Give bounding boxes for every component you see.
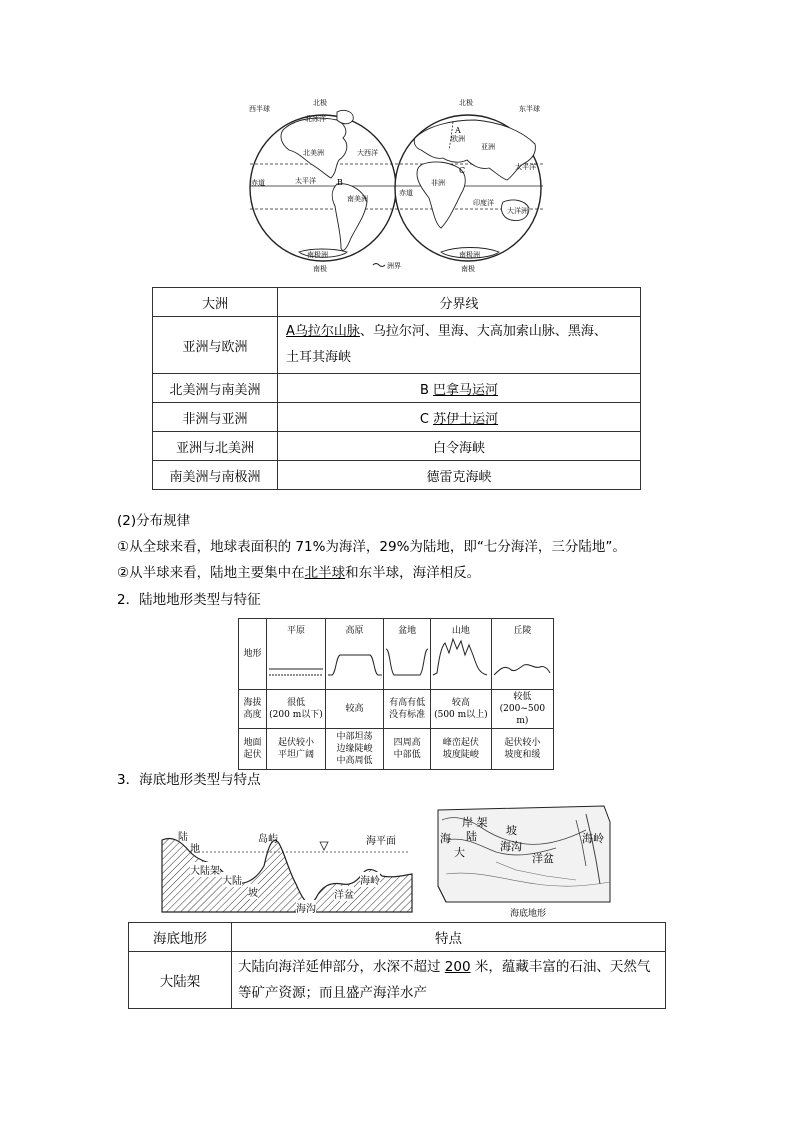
landform-name: 山地 xyxy=(451,626,470,636)
plateau-profile xyxy=(326,619,384,687)
boundary-line: 白令海峡 xyxy=(278,432,641,461)
landform-name: 丘陵 xyxy=(513,626,532,636)
relief-cell xyxy=(491,729,553,770)
altitude-cell xyxy=(325,690,383,729)
row-label-shape: 地形 xyxy=(239,619,267,690)
hemispheres-drawing xyxy=(245,98,550,276)
distribution-text: 和东半球，海洋相反。 xyxy=(345,565,481,581)
map-label-pacific-e: 太平洋 xyxy=(515,163,536,171)
altitude-line: 没有标准 xyxy=(389,710,426,720)
map-label-equator-w: 赤道 xyxy=(251,179,265,187)
relief-line: 平坦广阔 xyxy=(277,750,314,760)
boundary-line xyxy=(278,317,641,374)
altitude-cell xyxy=(431,690,492,729)
heading-landforms: 2．陆地地形类型与特征 xyxy=(117,592,261,608)
table-row xyxy=(129,952,666,1009)
continent-pair: 亚洲与北美洲 xyxy=(153,432,278,461)
altitude-line: 很低 xyxy=(286,698,305,708)
block-sea-label: 海 xyxy=(440,832,451,845)
row-label-altitude xyxy=(239,690,267,729)
seafloor-trench: 海沟 xyxy=(296,900,316,915)
block-caption: 海底地形 xyxy=(510,909,547,919)
relief-cell xyxy=(325,729,383,770)
altitude-line: (200~500 m) xyxy=(499,704,546,726)
altitude-line: (200 m以下) xyxy=(269,710,323,720)
relief-line: 起伏较小 xyxy=(277,738,314,748)
altitude-line: 较高 xyxy=(451,698,470,708)
distribution-underlined: 北半球 xyxy=(304,565,346,581)
relief-line: 峰峦起伏 xyxy=(442,738,479,748)
table-header-row xyxy=(129,923,666,952)
basin-profile xyxy=(384,619,430,687)
relief-line: 中高周低 xyxy=(336,756,373,766)
landform-cell-plain xyxy=(267,619,326,690)
block-basin-label: 洋盆 xyxy=(532,852,554,865)
block-big-label: 大 xyxy=(454,846,465,859)
map-label-south-america: 南美洲 xyxy=(347,195,368,203)
desc-text: 米，蕴藏丰富的石油、天然气 xyxy=(470,959,651,975)
map-label-antarctica-e: 南极洲 xyxy=(459,251,480,259)
distribution-line-2 xyxy=(117,561,480,581)
label-line: 海拔 xyxy=(243,698,262,708)
seafloor-basin: 洋盆 xyxy=(334,886,354,901)
map-label-asia: 亚洲 xyxy=(481,143,495,151)
map-label-north-america: 北美洲 xyxy=(303,149,324,157)
hill-profile xyxy=(492,619,552,687)
seafloor-desc xyxy=(232,952,666,1009)
row-label-relief xyxy=(239,729,267,770)
block-land-label: 陆 xyxy=(466,830,477,843)
block-ridge-label: 海岭 xyxy=(582,832,604,845)
boundary-line: 德雷克海峡 xyxy=(278,461,641,490)
seafloor-land2: 地 xyxy=(190,844,200,855)
block-shelf-label: 岸 架 xyxy=(462,816,488,829)
relief-line: 边缘陡峻 xyxy=(336,744,373,754)
block-trench-label: 海沟 xyxy=(500,840,522,853)
desc-text: 大陆向海洋延伸部分，水深不超过 xyxy=(238,959,445,975)
seafloor-ridge: 海岭 xyxy=(360,872,380,887)
boundary-underlined: A乌拉尔山脉 xyxy=(286,324,360,339)
seafloor-sea-level: 海平面 xyxy=(366,836,396,847)
altitude-cell xyxy=(267,690,326,729)
continent-pair: 非洲与亚洲 xyxy=(153,403,278,432)
plain-profile xyxy=(267,619,325,687)
seafloor-profile-figure xyxy=(160,826,420,914)
boundary-underlined: 巴拿马运河 xyxy=(433,382,499,398)
table-header-cell: 海底地形 xyxy=(129,923,232,952)
continent-pair: 南美洲与南极洲 xyxy=(153,461,278,490)
boundary-text: 、乌拉尔河、里海、大高加索山脉、黑海、 xyxy=(359,324,607,339)
map-label-africa: 非洲 xyxy=(431,179,445,187)
relief-line: 坡度和缓 xyxy=(504,750,541,760)
seafloor-land: 陆 xyxy=(178,832,188,843)
landform-name: 盆地 xyxy=(398,626,417,636)
block-slope-label: 坡 xyxy=(506,824,517,837)
table-row xyxy=(153,461,641,490)
seafloor-slope2: 坡 xyxy=(248,884,258,899)
relief-line: 中部坦荡 xyxy=(336,732,373,742)
map-label-europe: 欧洲 xyxy=(451,135,465,143)
landform-cell-plateau xyxy=(325,619,383,690)
relief-line: 坡度陡峻 xyxy=(442,750,479,760)
map-label-oceania: 大洋洲 xyxy=(507,207,528,215)
table-row xyxy=(153,317,641,374)
map-label-indian: 印度洋 xyxy=(473,199,494,207)
altitude-line: 有高有低 xyxy=(389,698,426,708)
distribution-text: ②从半球来看，陆地主要集中在 xyxy=(117,565,305,581)
relief-cell xyxy=(431,729,492,770)
map-label-south-pole-e: 南极 xyxy=(461,265,475,273)
seafloor-block-figure xyxy=(436,800,612,919)
altitude-line: (500 m以上) xyxy=(434,710,488,720)
map-label-marker-a: A xyxy=(455,126,461,135)
boundary-text: 土耳其海峡 xyxy=(286,350,352,365)
map-label-south-pole-w: 南极 xyxy=(313,265,327,273)
map-label-north-pole-w: 北极 xyxy=(313,99,327,107)
table-row xyxy=(153,403,641,432)
map-label-north-pole-e: 北极 xyxy=(459,99,473,107)
boundary-line xyxy=(278,403,641,432)
map-label-pacific-w: 太平洋 xyxy=(295,177,316,185)
continent-pair: 北美洲与南美洲 xyxy=(153,374,278,403)
section-distribution-title: (2)分布规律 xyxy=(117,513,191,529)
altitude-line: 较低 xyxy=(513,692,532,702)
desc-underlined: 200 xyxy=(444,959,471,975)
seafloor-slope1: 大陆 xyxy=(222,872,242,887)
label-line: 高度 xyxy=(243,710,262,720)
table-row xyxy=(153,374,641,403)
relief-line: 四周高 xyxy=(393,738,421,748)
map-label-marker-b: B xyxy=(337,178,343,187)
boundary-line xyxy=(278,374,641,403)
map-label-arctic-ocean: 北冰洋 xyxy=(305,115,326,123)
landform-cell-hill xyxy=(491,619,553,690)
boundary-underlined: 苏伊士运河 xyxy=(433,411,499,427)
landform-shape-row xyxy=(239,619,554,690)
world-map-figure xyxy=(245,98,550,276)
map-label-west: 西半球 xyxy=(249,105,270,113)
seafloor-table xyxy=(128,922,666,1009)
heading-seafloor: 3．海底地形类型与特点 xyxy=(117,772,261,788)
landform-table xyxy=(238,618,554,770)
landform-name: 平原 xyxy=(286,626,305,636)
map-label-atlantic: 大西洋 xyxy=(357,149,378,157)
map-label-antarctica-w: 南极洲 xyxy=(307,251,328,259)
landform-relief-row xyxy=(239,729,554,770)
landform-altitude-row xyxy=(239,690,554,729)
seafloor-island: 岛屿 xyxy=(258,834,278,845)
continent-pair: 亚洲与欧洲 xyxy=(153,317,278,374)
map-label-marker-c: C xyxy=(459,166,466,175)
label-line: 起伏 xyxy=(243,750,262,760)
table-header-cell: 分界线 xyxy=(278,288,641,317)
altitude-cell xyxy=(491,690,553,729)
mountain-profile xyxy=(431,619,491,687)
map-label-legend: 洲界 xyxy=(387,262,401,270)
landform-name: 高原 xyxy=(345,626,364,636)
table-header-row xyxy=(153,288,641,317)
label-line: 地面 xyxy=(243,738,262,748)
map-label-east: 东半球 xyxy=(519,105,540,113)
relief-line: 中部低 xyxy=(393,750,421,760)
table-row xyxy=(153,432,641,461)
altitude-cell xyxy=(384,690,431,729)
landform-cell-basin xyxy=(384,619,431,690)
seafloor-type: 大陆架 xyxy=(129,952,232,1009)
landform-cell-mountain xyxy=(431,619,492,690)
boundary-text: B xyxy=(419,382,434,398)
desc-text: 等矿产资源；而且盛产海洋水产 xyxy=(238,985,427,1001)
table-header-cell: 大洲 xyxy=(153,288,278,317)
relief-cell xyxy=(384,729,431,770)
relief-cell xyxy=(267,729,326,770)
table-header-cell: 特点 xyxy=(232,923,666,952)
distribution-line-1: ①从全球来看，地球表面积的 71%为海洋，29%为陆地，即“七分海洋，三分陆地”。 xyxy=(117,539,626,555)
seafloor-shelf: 大陆架 xyxy=(190,862,220,877)
map-label-equator-e: 赤道 xyxy=(399,189,413,197)
altitude-line: 较高 xyxy=(345,704,364,714)
boundary-text: C xyxy=(419,411,434,427)
relief-line: 起伏较小 xyxy=(504,738,541,748)
continent-boundary-table xyxy=(152,287,641,490)
